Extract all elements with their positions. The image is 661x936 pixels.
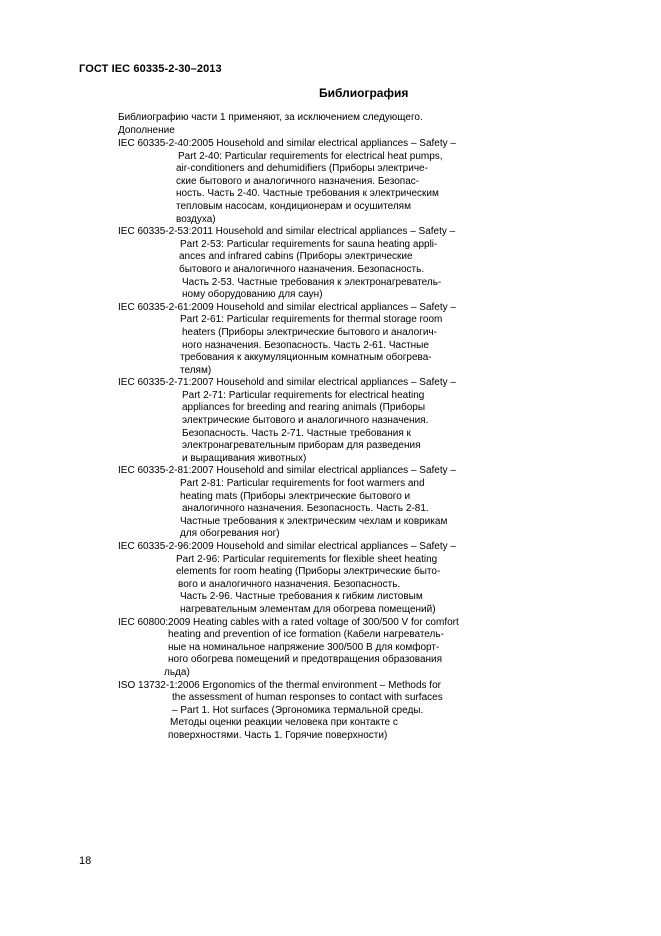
- entry-line: ному оборудованию для саун): [182, 289, 323, 301]
- entry-line: elements for room heating (Приборы электрические быто-: [176, 566, 441, 578]
- bibliography-entry: [118, 541, 518, 617]
- entry-line: ские бытового и аналогичного назначения. Безопас-: [176, 175, 420, 187]
- entry-line: IEC 60335-2-53:2011 Household and similar electrical appliances – Safety –: [118, 226, 456, 238]
- bibliography-entry: [118, 138, 518, 226]
- entry-line: воздуха): [176, 213, 216, 225]
- entry-line: аналогичного назначения. Безопасность. Часть 2-81.: [182, 503, 429, 515]
- entry-line: the assessment of human responses to contact with surfaces: [172, 692, 443, 704]
- entry-line: поверхностями. Часть 1. Горячие поверхности): [168, 729, 388, 741]
- bibliography-entry: [118, 617, 518, 680]
- document-header: ГОСТ IEC 60335-2-30–2013: [79, 63, 222, 75]
- entry-line: и выращивания животных): [182, 452, 307, 464]
- entry-line: – Part 1. Hot surfaces (Эргономика термальной среды.: [172, 704, 424, 716]
- entry-line: Part 2-71: Particular requirements for electrical heating: [182, 389, 425, 401]
- bibliography-entry: [118, 465, 518, 541]
- entry-line: Методы оценки реакции человека при контакте с: [170, 717, 398, 729]
- entry-line: heating and prevention of ice formation (Кабели нагреватель-: [168, 629, 444, 641]
- entry-line: heating mats (Приборы электрические бытового и: [180, 490, 411, 502]
- entry-line: IEC 60335-2-61:2009 Household and similar electrical appliances – Safety –: [118, 301, 456, 313]
- entry-line: электронагревательным приборам для разведения: [182, 440, 421, 452]
- bibliography-entry: [118, 226, 518, 302]
- entry-line: IEC 60335-2-40:2005 Household and similar electrical appliances – Safety –: [118, 138, 456, 149]
- entry-line: требования к аккумуляционным комнатным обогрева-: [180, 352, 432, 364]
- bibliography-list: [118, 138, 518, 743]
- entry-line: ного назначения. Безопасность. Часть 2-61. Частные: [182, 339, 429, 351]
- entry-line: тепловым насосам, кондиционерам и осушителям: [176, 200, 411, 212]
- entry-line: ность. Часть 2-40. Частные требования к электрическим: [176, 188, 439, 200]
- entry-line: IEC 60800:2009 Heating cables with a rated voltage of 300/500 V for comfort: [118, 616, 459, 628]
- entry-line: IEC 60335-2-81:2007 Household and similar electrical appliances – Safety –: [118, 465, 456, 477]
- entry-line: для обогревания ног): [180, 528, 280, 540]
- intro-text: Библиографию части 1 применяют, за исключением следующего.: [118, 112, 423, 123]
- entry-line: Part 2-61: Particular requirements for thermal storage room: [180, 314, 443, 326]
- entry-line: ances and infrared cabins (Приборы электрические: [179, 251, 413, 263]
- entry-line: appliances for breeding and rearing animals (Приборы: [182, 402, 426, 414]
- bibliography-entry: [118, 680, 518, 743]
- entry-line: льда): [164, 666, 190, 678]
- entry-line: ного обогрева помещений и предотвращения образования: [168, 654, 443, 666]
- bibliography-entry: [118, 302, 518, 378]
- entry-line: ISO 13732-1:2006 Ergonomics of the thermal environment – Methods for: [118, 679, 441, 691]
- entry-line: вого и аналогичного назначения. Безопасность.: [178, 578, 401, 590]
- entry-line: телям): [180, 364, 212, 376]
- entry-line: IEC 60335-2-71:2007 Household and similar electrical appliances – Safety –: [118, 377, 456, 389]
- entry-line: Часть 2-96. Частные требования к гибким листовым: [180, 591, 423, 603]
- entry-line: Part 2-53: Particular requirements for sauna heating appli-: [180, 238, 438, 250]
- entry-line: электрические бытового и аналогичного назначения.: [182, 415, 429, 427]
- entry-line: air-conditioners and dehumidifiers (Приборы электриче-: [176, 163, 428, 175]
- entry-line: бытового и аналогичного назначения. Безопасность.: [179, 263, 425, 275]
- bibliography-entry: [118, 377, 518, 465]
- addition-label: Дополнение: [118, 125, 175, 136]
- entry-line: Part 2-40: Particular requirements for electrical heat pumps,: [178, 150, 443, 162]
- page-title: Библиография: [319, 86, 409, 100]
- entry-line: нагревательным элементам для обогрева помещений): [180, 603, 436, 615]
- page-number: 18: [79, 855, 92, 867]
- entry-line: ные на номинальное напряжение 300/500 В для комфорт-: [168, 641, 440, 653]
- entry-line: IEC 60335-2-96:2009 Household and similar electrical appliances – Safety –: [118, 541, 456, 552]
- entry-line: Частные требования к электрическим чехлам и коврикам: [180, 515, 448, 527]
- entry-line: Безопасность. Часть 2-71. Частные требования к: [182, 427, 411, 439]
- entry-line: heaters (Приборы электрические бытового и аналогич-: [182, 326, 437, 338]
- entry-line: Part 2-96: Particular requirements for flexible sheet heating: [176, 553, 438, 565]
- entry-line: Часть 2-53. Частные требования к электронагреватель-: [182, 276, 442, 288]
- entry-line: Part 2-81: Particular requirements for foot warmers and: [180, 478, 425, 490]
